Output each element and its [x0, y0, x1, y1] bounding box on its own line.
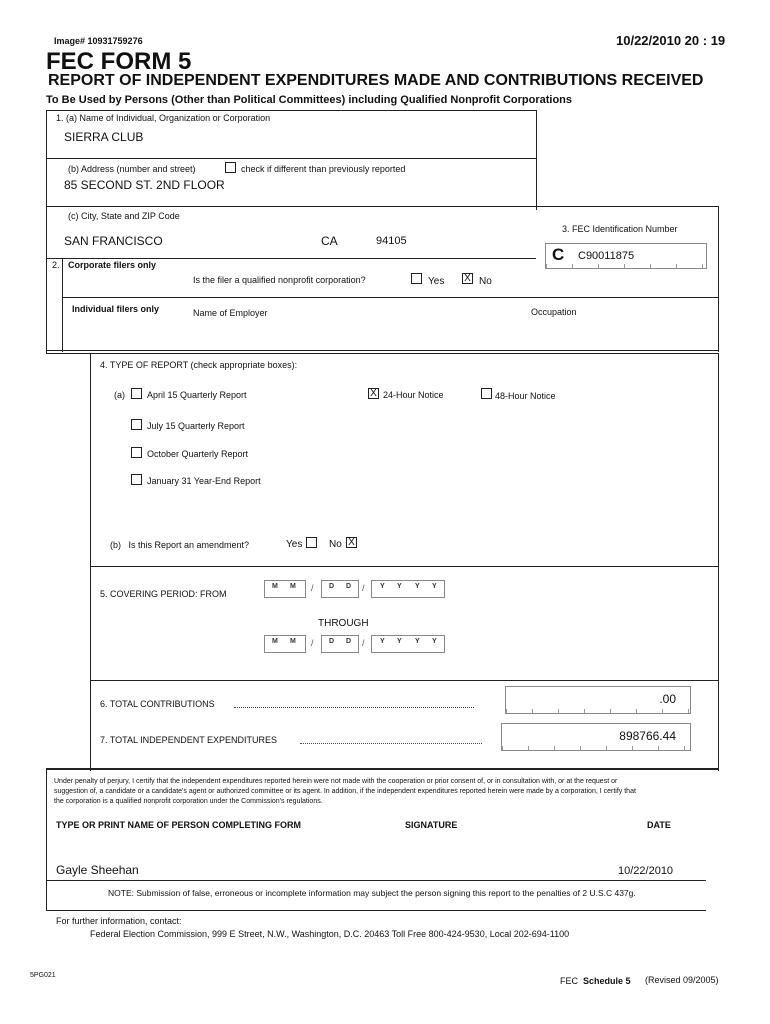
report-type-a: (a): [114, 390, 125, 400]
through-month-box[interactable]: [264, 635, 306, 653]
city-label: (c) City, State and ZIP Code: [68, 211, 180, 221]
report-title: REPORT OF INDEPENDENT EXPENDITURES MADE AND CONTRIBUTIONS RECEIVED: [48, 72, 704, 89]
nonprofit-no-label: No: [479, 276, 492, 287]
april-checkbox[interactable]: [131, 388, 142, 399]
october-label: October Quarterly Report: [147, 449, 249, 459]
total-expenditures-label: 7. TOTAL INDEPENDENT EXPENDITURES: [100, 735, 278, 745]
through-label: THROUGH: [318, 618, 369, 629]
subtitle: To Be Used by Persons (Other than Political Committees) including Qualified Nonprofit Corporations: [46, 94, 573, 106]
from-day-box[interactable]: [321, 580, 359, 598]
amendment-no-checkbox[interactable]: X: [346, 537, 357, 548]
individual-label: Individual filers only: [72, 304, 160, 314]
from-year-y1: Y: [380, 583, 385, 590]
employer-label: Name of Employer: [193, 308, 268, 318]
nonprofit-yes-label: Yes: [428, 276, 445, 287]
address-value: 85 SECOND ST. 2ND FLOOR: [64, 178, 225, 192]
corporate-label: Corporate filers only: [68, 260, 157, 270]
fec-id-value: C90011875: [578, 250, 635, 262]
name-value: SIERRA CLUB: [64, 130, 144, 144]
schedule-label: Schedule 5: [583, 976, 631, 986]
contact-label: For further information, contact:: [56, 916, 182, 926]
through-year-box[interactable]: [371, 635, 445, 653]
certification-text: Under penalty of perjury, I certify that the independent expenditures reported herein were not made with the cooperation or prior consent of, or in consultation with, or at the request or suggestion of, a candidate or a candidate's agent or authorized committee or its agent. In addition, if the independent expenditures reported herein were made by a corporation, I certify that the corporation is a qualified nonprofit corporation under the Commission's regulations.: [54, 778, 636, 805]
nonprofit-no-checkbox[interactable]: X: [462, 273, 473, 284]
through-year-y2: Y: [397, 638, 402, 645]
from-year-y4: Y: [432, 583, 437, 590]
nonprofit-yes-checkbox[interactable]: [411, 273, 422, 284]
zip-value: 94105: [376, 235, 407, 247]
april-label: April 15 Quarterly Report: [147, 390, 247, 400]
from-year-y2: Y: [397, 583, 402, 590]
date-header: DATE: [647, 820, 671, 830]
from-year-box[interactable]: [371, 580, 445, 598]
timestamp: 10/22/2010 20 : 19: [616, 33, 726, 48]
revised-label: (Revised 09/2005): [645, 975, 719, 985]
from-day-d2: D: [346, 583, 352, 590]
notice24-checkbox[interactable]: X: [368, 388, 379, 399]
section2-number: 2.: [52, 260, 60, 270]
through-year-y1: Y: [380, 638, 385, 645]
from-month-m2: M: [290, 583, 296, 590]
fec-id-label: 3. FEC Identification Number: [562, 224, 678, 234]
july-checkbox[interactable]: [131, 419, 142, 430]
january-label: January 31 Year-End Report: [147, 476, 261, 486]
address-changed-checkbox[interactable]: [225, 162, 236, 173]
from-year-y3: Y: [415, 583, 420, 590]
name-header: TYPE OR PRINT NAME OF PERSON COMPLETING FORM: [56, 820, 302, 830]
schedule-prefix: FEC: [560, 976, 578, 986]
address-check-label: check if different than previously reported: [241, 164, 406, 174]
october-checkbox[interactable]: [131, 447, 142, 458]
january-checkbox[interactable]: [131, 474, 142, 485]
total-expenditures-value: 898766.44: [619, 729, 676, 743]
notice48-label: 48-Hour Notice: [495, 391, 556, 401]
from-slash-1: /: [311, 583, 314, 593]
from-day-d1: D: [329, 583, 335, 590]
through-day-box[interactable]: [321, 635, 359, 653]
notice48-checkbox[interactable]: [481, 388, 492, 399]
signer-name: Gayle Sheehan: [56, 863, 139, 877]
from-month-m1: M: [272, 583, 278, 590]
total-contributions-label: 6. TOTAL CONTRIBUTIONS: [100, 699, 215, 709]
signature-date: 10/22/2010: [618, 865, 674, 877]
penalty-note: NOTE: Submission of false, erroneous or incomplete information may subject the person signing this report to the penalties of 2 U.S.C 437g.: [108, 888, 636, 898]
name-label: 1. (a) Name of Individual, Organization or Corporation: [56, 113, 271, 123]
through-day-d1: D: [329, 638, 335, 645]
july-label: July 15 Quarterly Report: [147, 421, 245, 431]
address-label: (b) Address (number and street): [68, 164, 196, 174]
city-value: SAN FRANCISCO: [64, 234, 163, 248]
signature-header: SIGNATURE: [405, 820, 458, 830]
form-title: FEC FORM 5: [46, 48, 192, 75]
occupation-label: Occupation: [531, 307, 577, 317]
amendment-question: (b) Is this Report an amendment?: [110, 540, 250, 550]
amendment-yes-checkbox[interactable]: [306, 537, 317, 548]
total-contributions-value: .00: [659, 692, 676, 706]
state-value: CA: [321, 234, 338, 248]
covering-period-label: 5. COVERING PERIOD: FROM: [100, 589, 227, 599]
fec-id-prefix: C: [552, 245, 565, 264]
through-year-y4: Y: [432, 638, 437, 645]
from-month-box[interactable]: [264, 580, 306, 598]
report-type-title: 4. TYPE OF REPORT (check appropriate boxes):: [100, 360, 298, 370]
through-month-m1: M: [272, 638, 278, 645]
notice24-label: 24-Hour Notice: [383, 390, 444, 400]
through-day-d2: D: [346, 638, 352, 645]
through-year-y3: Y: [415, 638, 420, 645]
contact-info: Federal Election Commission, 999 E Street, N.W., Washington, D.C. 20463 Toll Free 800-424-9530, Local 202-694-1100: [90, 929, 570, 939]
amendment-yes-label: Yes: [286, 539, 303, 550]
image-id: Image# 10931759276: [54, 36, 143, 46]
total-expenditures-box[interactable]: [501, 723, 691, 751]
amendment-no-label: No: [329, 539, 342, 550]
form-code: 5PG021: [30, 972, 56, 979]
through-slash-1: /: [311, 638, 314, 648]
from-slash-2: /: [362, 583, 365, 593]
through-slash-2: /: [362, 638, 365, 648]
total-contributions-box[interactable]: [505, 686, 691, 714]
through-month-m2: M: [290, 638, 296, 645]
nonprofit-question: Is the filer a qualified nonprofit corporation?: [193, 275, 366, 285]
